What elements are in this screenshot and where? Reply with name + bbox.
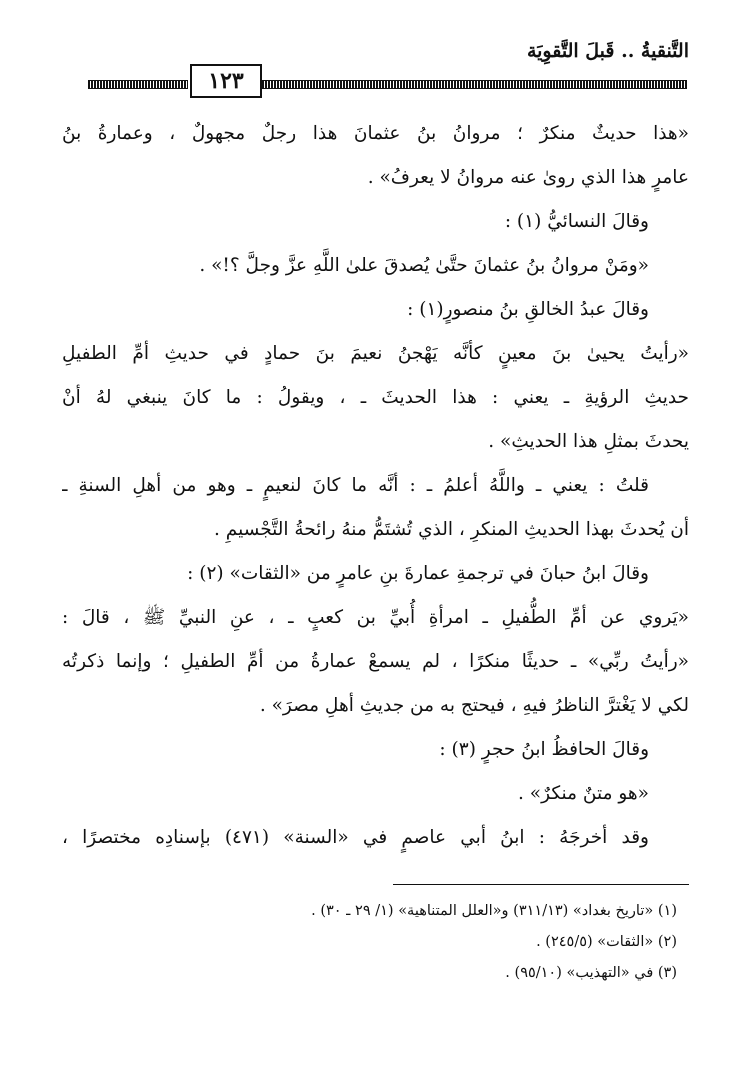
text-line: «ومَنْ مروانُ بنُ عثمانَ حتَّىٰ يُصدقَ علىٰ اللَّهِ عزَّ وجلَّ ؟!» .	[199, 255, 649, 276]
text-line: لكي لا يَغْترَّ الناظرُ فيهِ ، فيحتج به من جديثِ أهلِ مصرَ» .	[259, 695, 689, 716]
header-rule-left	[88, 80, 188, 89]
text-line: «هذا حديثٌ منكرٌ ؛ مروانُ بنُ عثمانَ هذا رجلٌ مجهولٌ ، وعمارةُ بنُ	[62, 123, 689, 144]
text-line: «يَروي عن أمِّ الطُّفيلِ ـ امرأةِ أُبيِّ بن كعبٍ ـ ، عنِ النبيِّ ﷺ ، قالَ :	[62, 607, 689, 628]
body-text	[62, 112, 689, 860]
text-line: وقد أخرجَهُ : ابنُ أبي عاصمٍ في «السنة» (٤٧١) بإسنادِه مختصرًا ،	[62, 827, 649, 848]
text-line: قلتُ : يعني ـ واللَّهُ أعلمُ ـ : أنَّه ما كانَ لنعيمٍ ـ وهو من أهلِ السنةِ ـ	[62, 475, 649, 496]
running-title: التَّنقيةُ .. قَبلَ التَّقوِيَة	[526, 40, 689, 62]
footnote-separator	[393, 884, 689, 885]
text-line: حديثِ الرؤيةِ ـ يعني : هذا الحديثَ ـ ، ويقولُ : ما كانَ ينبغي لهُ أنْ	[62, 387, 689, 408]
text-line: وقالَ الحافظُ ابنُ حجرٍ (٣) :	[439, 739, 649, 760]
footnote: (٣) في «التهذيب» (٩٥/١٠) .	[505, 965, 677, 981]
text-line: عامرٍ هذا الذي روىٰ عنه مروانُ لا يعرفُ» .	[367, 167, 689, 188]
footnote: (١) «تاريخ بغداد» (٣١١/١٣) و«العلل المتناهية» (١/ ٢٩ ـ ٣٠) .	[311, 903, 677, 919]
text-line: أن يُحدثَ بهذا الحديثِ المنكرِ ، الذي تُشتَمُّ منهُ رائحةُ التَّجْسيمِ .	[214, 519, 689, 540]
header-rule-right	[262, 80, 687, 89]
footnotes	[62, 896, 677, 989]
text-line: «هو متنٌ منكرٌ» .	[518, 783, 649, 804]
text-line: وقالَ النسائيُّ (١) :	[504, 211, 649, 232]
text-line: وقالَ عبدُ الخالقِ بنُ منصورٍ(١) :	[407, 299, 649, 320]
text-line: وقالَ ابنُ حبانَ في ترجمةِ عمارةَ بنِ عامرٍ من «الثقات» (٢) :	[187, 563, 649, 584]
footnote: (٢) «الثقات» (٢٤٥/٥) .	[536, 934, 677, 950]
page-number: ١٢٣	[190, 64, 262, 98]
text-line: «رأيتُ ربِّي» ـ حديثًا منكرًا ، لم يسمعْ عمارةُ من أمِّ الطفيلِ ؛ وإنما ذكرتُه	[62, 651, 689, 672]
text-line: «رأيتُ يحيىٰ بنَ معينٍ كأنَّه يَهْجنُ نعيمَ بنَ حمادٍ في حديثِ أمِّ الطفيلِ	[62, 343, 689, 364]
text-line: يحدثَ بمثلِ هذا الحديثِ» .	[488, 431, 689, 452]
